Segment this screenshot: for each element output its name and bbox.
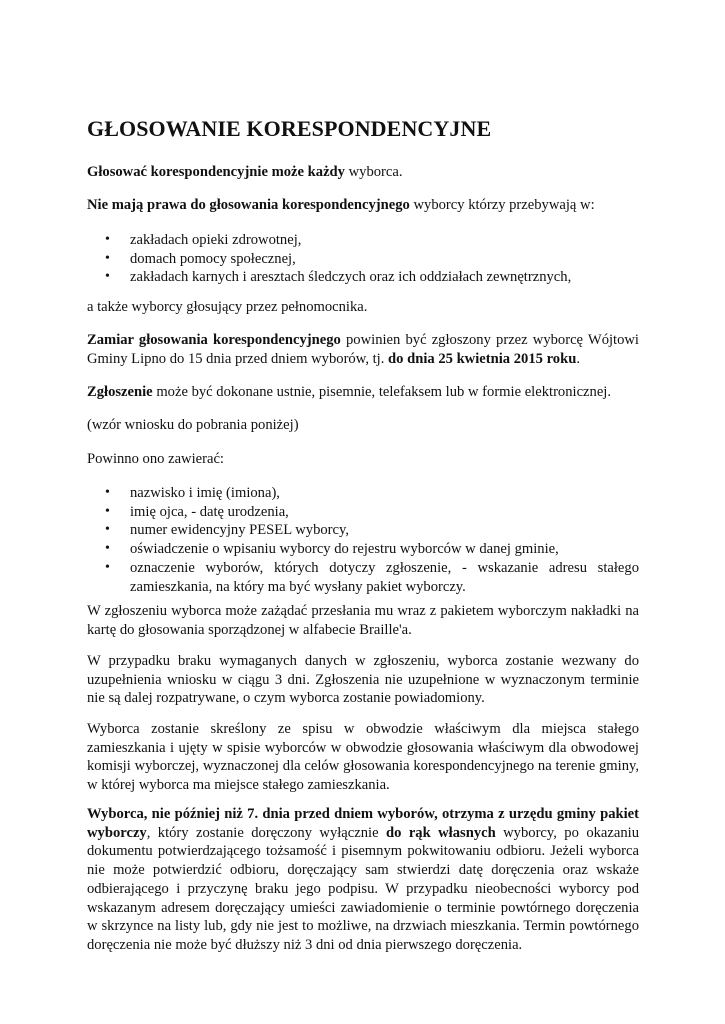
- paragraph-contents-intro: Powinno ono zawierać:: [87, 451, 224, 467]
- deadline-date: do dnia 25 kwietnia 2015 roku: [388, 350, 577, 367]
- paragraph-intro-text: wyborca.: [344, 164, 403, 180]
- paragraph-intent: [87, 331, 639, 368]
- paragraph-package: [87, 805, 639, 955]
- paragraph-proxy: a także wyborcy głosujący przez pełnomocnika.: [87, 299, 368, 315]
- list-item: • oświadczenie o wpisaniu wyborcy do rejestru wyborców w danej gminie,: [87, 540, 639, 559]
- paragraph-submission-text: może być dokonane ustnie, pisemnie, telefaksem lub w formie elektronicznej.: [152, 384, 612, 400]
- paragraph-package-bold: Wyborca, nie później niż 7. dnia przed dniem wyborów, otrzyma z urzędu gminy pakiet wyborczy: [87, 806, 639, 841]
- paragraph-package-end: wyborcy, po okazaniu dokumentu potwierdzającego tożsamość i pisemnym pokwitowaniu odbioru. Jeżeli wyborca nie może potwierdzić odbioru, doręczający sam stwierdzi datę doręczenia oraz wskaże odbierającego i przyczynę braku jego podpisu. W przypadku nieobecności wyborcy pod wskazanym adresem doręczający umieści zawiadomienie o terminie powtórnego doręczenia w skrzynce na listy lub, gdy nie jest to możliwe, na drzwiach mieszkania. Termin powtórnego doręczenia nie może być dłuższy niż 3 dni od dnia pierwszego doręczenia.: [87, 824, 639, 953]
- list-item: • zakładach opieki zdrowotnej,: [87, 231, 639, 250]
- list-item: • numer ewidencyjny PESEL wyborcy,: [87, 521, 639, 540]
- paragraph-exclusions-bold: Nie mają prawa do głosowania korespondencyjnego: [87, 197, 410, 213]
- list-item: • domach pomocy społecznej,: [87, 250, 639, 269]
- paragraph-exclusions-text: wyborcy którzy przebywają w:: [409, 197, 595, 213]
- paragraph-exclusions: [87, 196, 639, 215]
- paragraph-intro-bold: Głosować korespondencyjnie może każdy: [87, 164, 345, 180]
- list-item: • nazwisko i imię (imiona),: [87, 484, 639, 503]
- paragraph-missing-data: W przypadku braku wymaganych danych w zgłoszeniu, wyborca zostanie wezwany do uzupełnienia wniosku w ciągu 3 dni. Zgłoszenia nie uzupełnione w wyznaczonym terminie nie są dalej rozpatrywane, o czym wyborca zostanie powiadomiony.: [87, 653, 639, 707]
- paragraph-package-text: , który zostanie doręczony wyłącznie: [146, 824, 386, 841]
- paragraph-intent-end: .: [576, 350, 580, 367]
- paragraph-intent-bold: Zamiar głosowania korespondencyjnego: [87, 332, 341, 348]
- paragraph-submission: [87, 383, 639, 402]
- paragraph-braille: W zgłoszeniu wyborca może zażądać przesłania mu wraz z pakietem wyborczym nakładki na kartę do głosowania sporządzonej w alfabecie Braille'a.: [87, 603, 639, 638]
- paragraph-register: Wyborca zostanie skreślony ze spisu w obwodzie właściwym dla miejsca stałego zamieszkania i ujęty w spisie wyborców w obwodzie głosowania właściwym dla obwodowej komisji wyborczej, wyznaczonej dla celów głosowania korespondencyjnego na terenie gminy, w której wyborca ma miejsce stałego zamieszkania.: [87, 721, 639, 794]
- required-data-list: [87, 484, 639, 596]
- list-item: • zakładach karnych i aresztach śledczych oraz ich oddziałach zewnętrznych,: [87, 268, 639, 287]
- list-item: • oznaczenie wyborów, których dotyczy zgłoszenie, - wskazanie adresu stałego zamieszkania, na który ma być wysłany pakiet wyborczy.: [87, 559, 639, 596]
- paragraph-form-note: (wzór wniosku do pobrania poniżej): [87, 417, 299, 433]
- list-item: • imię ojca, - datę urodzenia,: [87, 503, 639, 522]
- paragraph-intro: [87, 163, 639, 182]
- exclusion-list: [87, 231, 639, 287]
- paragraph-package-bold-2: do rąk własnych: [386, 824, 496, 841]
- page-title: GŁOSOWANIE KORESPONDENCYJNE: [87, 116, 492, 141]
- paragraph-submission-bold: Zgłoszenie: [87, 384, 153, 400]
- paragraph-intent-text: powinien być zgłoszony przez wyborcę Wójtowi Gminy Lipno do 15 dnia przed dniem wyborów, tj.: [87, 332, 639, 367]
